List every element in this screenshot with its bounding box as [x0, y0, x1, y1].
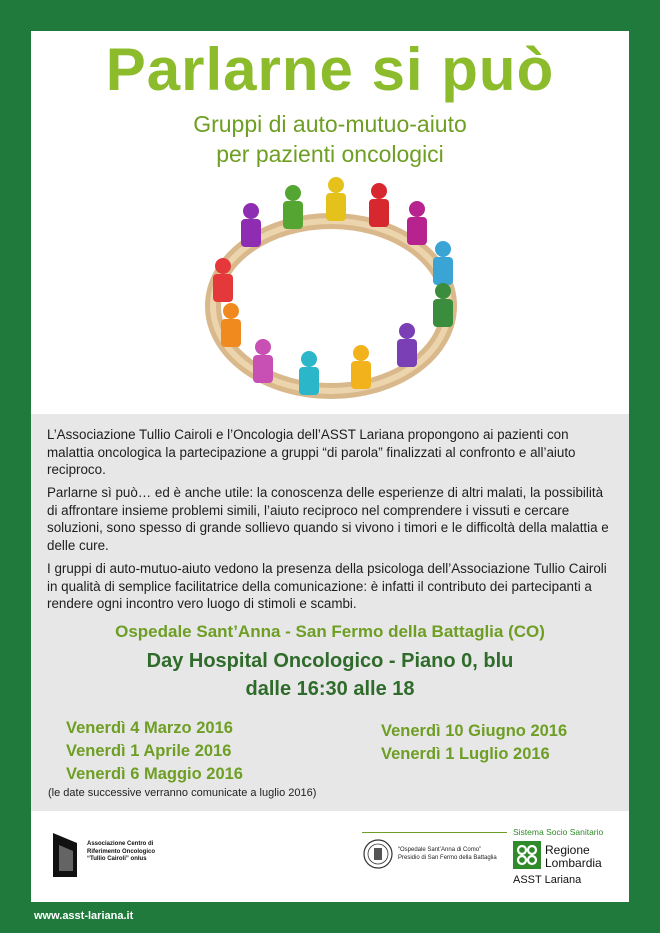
event-date: Venerdì 6 Maggio 2016 — [66, 765, 243, 783]
subtitle-line-1: Gruppi di auto-mutuo-aiuto — [193, 111, 467, 137]
event-date: Venerdì 4 Marzo 2016 — [66, 719, 233, 737]
event-date: Venerdì 1 Luglio 2016 — [381, 745, 550, 763]
regione-line-1: Regione — [545, 843, 590, 857]
event-hours: dalle 16:30 alle 18 — [245, 678, 415, 700]
event-location: Ospedale Sant’Anna - San Fermo della Battaglia (CO) — [115, 622, 545, 641]
poster-title: Parlarne si può — [105, 36, 555, 103]
dates-left-column — [66, 717, 243, 786]
poster-subtitle — [31, 109, 629, 169]
acr-logo-icon — [51, 831, 79, 879]
sistema-socio-sanitario: Sistema Socio Sanitario — [513, 827, 604, 837]
poster — [31, 31, 629, 902]
hospital-divider — [362, 832, 507, 833]
facilitator-paragraph: I gruppi di auto-mutuo-aiuto vedono la presenza della psicologa dell’Associazione Tullio Cairoli in qualità di semplice facilitatrice della comunicazione: è infatti il contributo dei partecipanti a rendere ogni incontro vero luogo di stimoli e scambi. — [47, 561, 607, 611]
hospital-name — [398, 847, 518, 862]
hospital-line-1: “Ospedale Sant’Anna di Como” — [398, 847, 482, 853]
website-link[interactable]: www.asst-lariana.it — [34, 910, 134, 922]
acr-name — [87, 841, 177, 864]
acr-line-1: Associazione Centro di — [87, 841, 154, 847]
regione-lombardia-logo-icon — [513, 841, 541, 869]
regione-line-2: Lombardia — [545, 856, 602, 870]
regione-lombardia-name — [545, 844, 635, 870]
intro-paragraph: L’Associazione Tullio Cairoli e l’Oncologia dell’ASST Lariana propongono ai pazienti con malattia oncologica la partecipazione a gruppi “di parola” finalizzati al confronto e all’aiuto reciproco. — [47, 427, 576, 477]
asst-lariana-label: ASST Lariana — [513, 874, 582, 886]
subtitle-line-2: per pazienti oncologici — [216, 141, 444, 167]
event-date: Venerdì 1 Aprile 2016 — [66, 742, 232, 760]
acr-line-2: Riferimento Oncologico — [87, 848, 156, 855]
future-dates-note: (le date successive verranno comunicate a luglio 2016) — [48, 787, 317, 799]
paper-people-circle-illustration — [181, 171, 481, 421]
dates-right-column — [381, 720, 567, 766]
information-band — [31, 414, 629, 811]
event-department: Day Hospital Oncologico - Piano 0, blu — [146, 650, 514, 672]
hospital-line-2: Presidio di San Fermo della Battaglia — [398, 854, 497, 861]
acr-line-3: “Tullio Cairoli” onlus — [87, 856, 147, 862]
event-date: Venerdì 10 Giugno 2016 — [381, 722, 568, 740]
hospital-seal-icon — [363, 839, 393, 869]
benefits-paragraph: Parlarne sì può… ed è anche utile: la conoscenza delle esperienze di altri malati, la possibilità di affrontare insieme problemi simili, l’aiuto reciproco nel comprendere i vissuti e cercare soluzioni, sono spesso di grande sollievo quando si vivono i timori e le difficoltà della malattia e delle cure. — [47, 485, 609, 553]
